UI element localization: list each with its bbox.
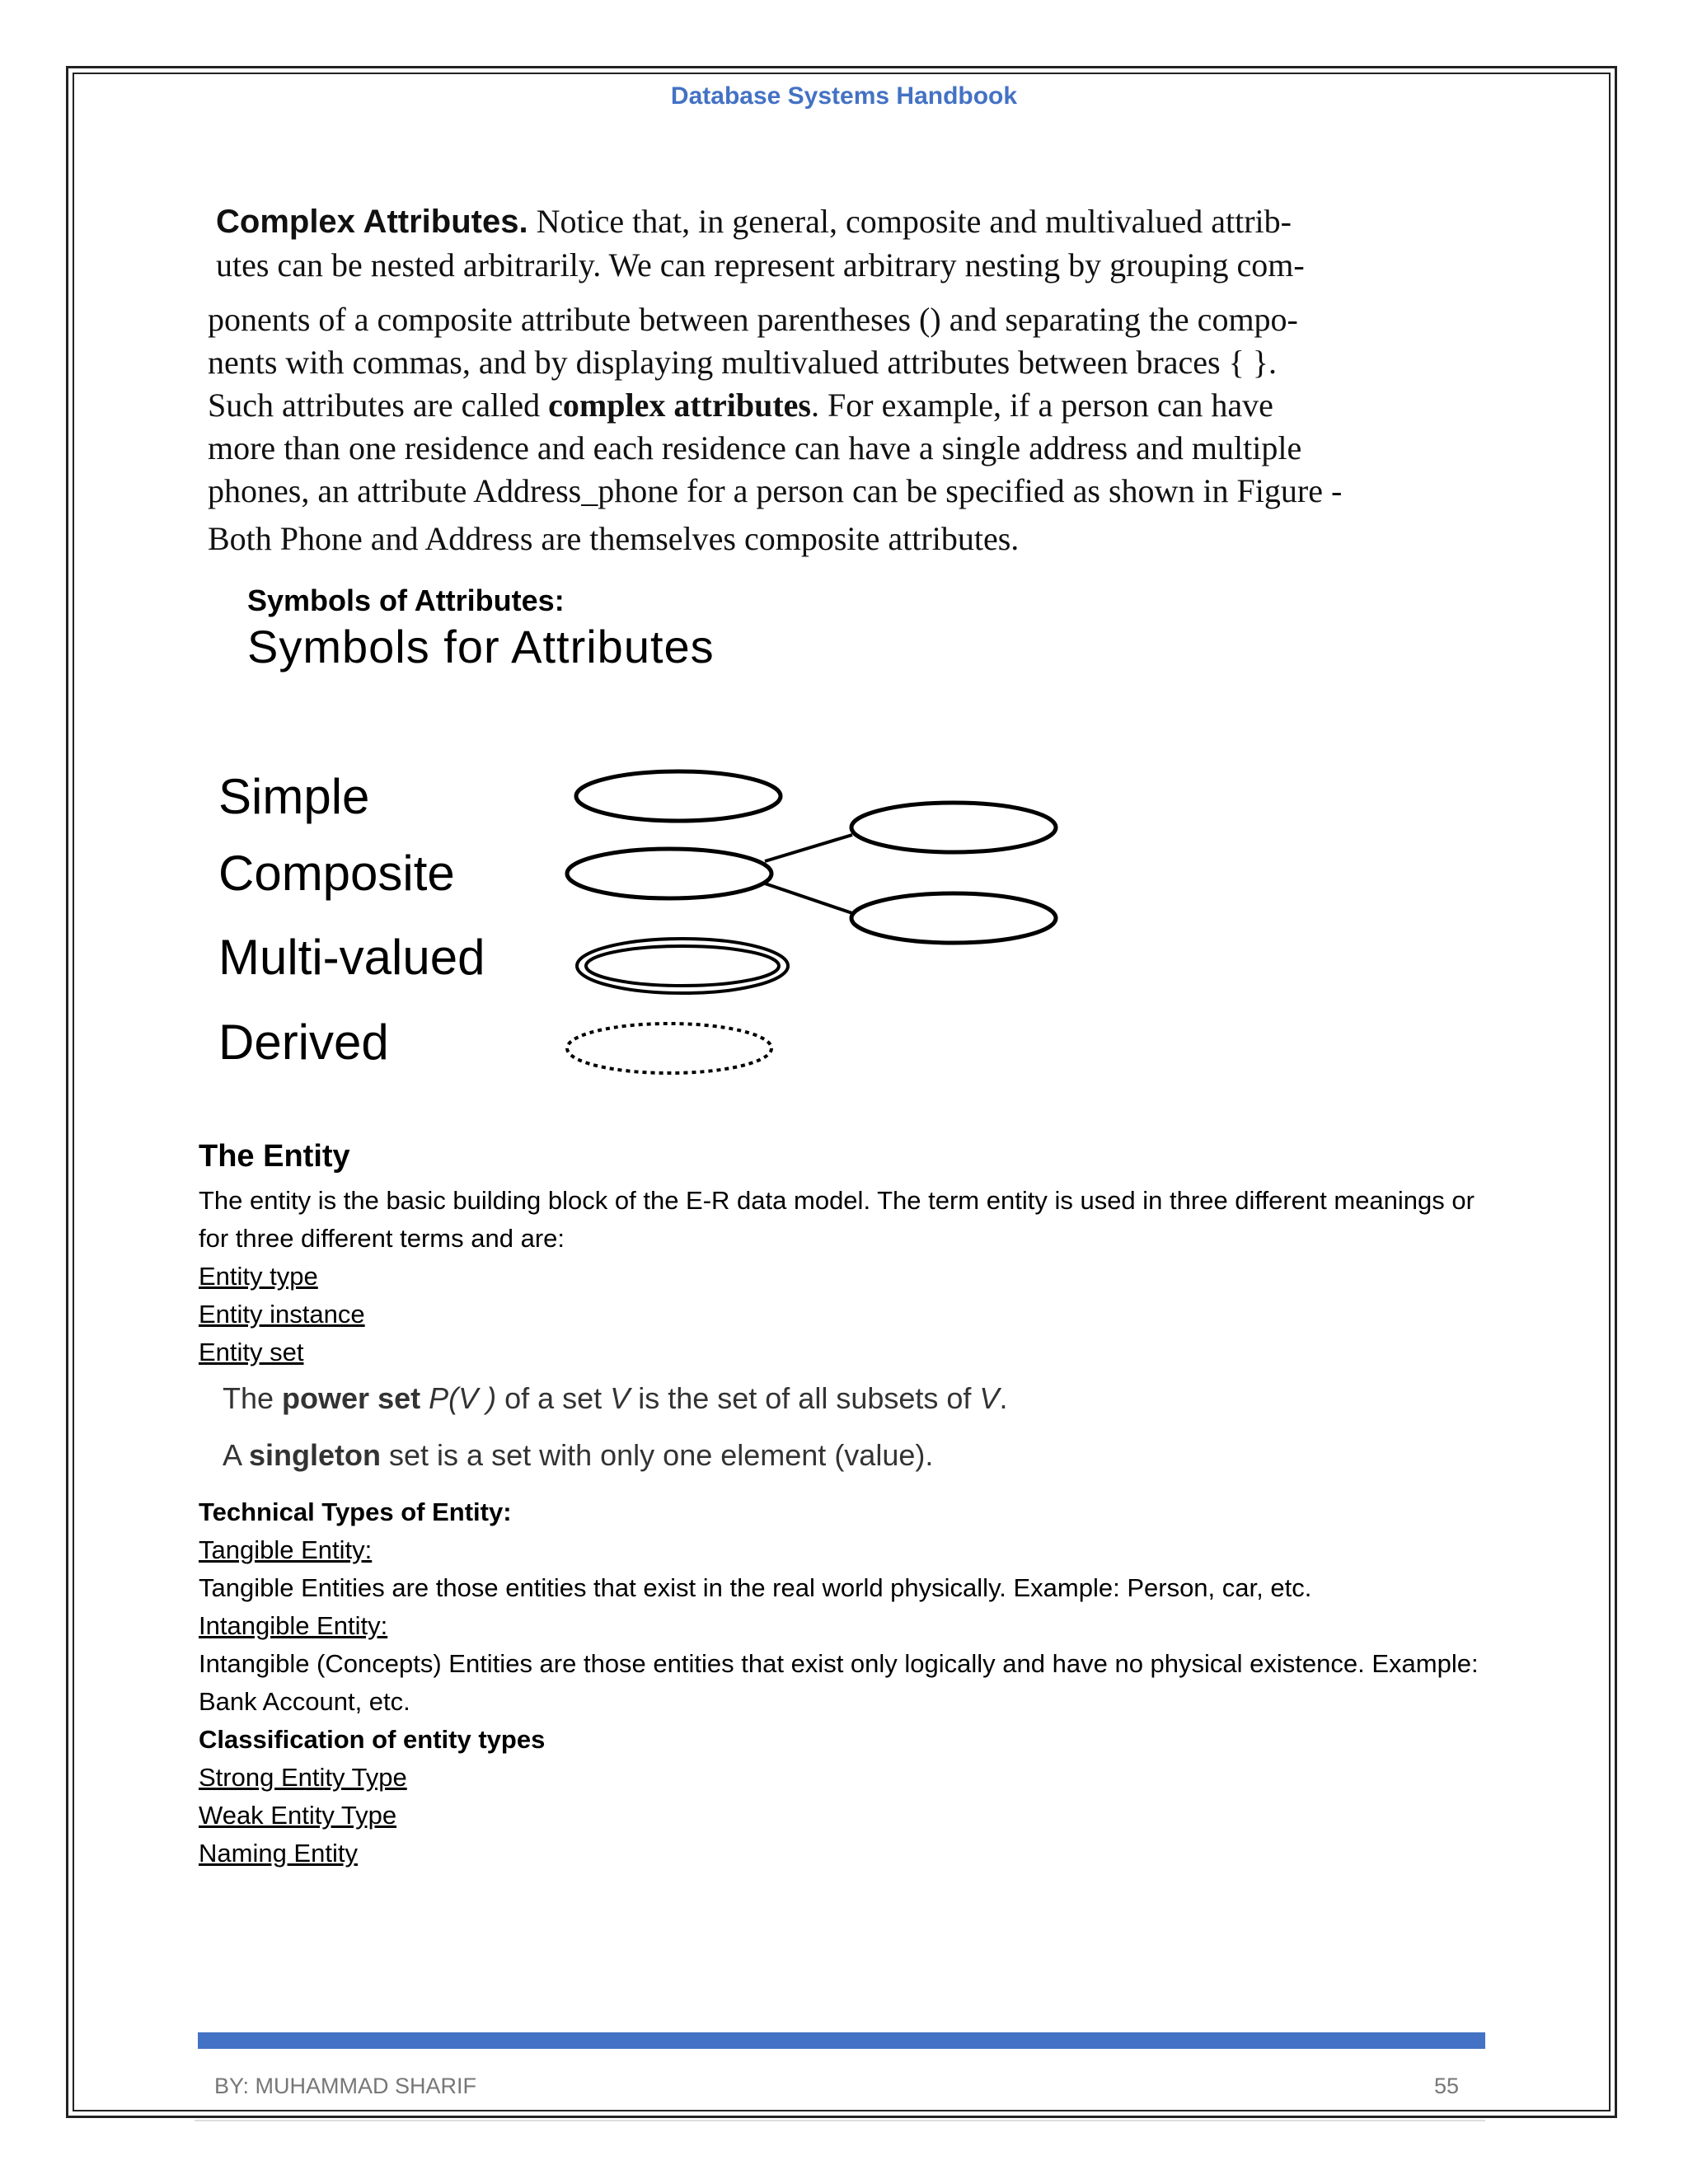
complex-attributes-line-7: phones, an attribute Address_phone for a person can be specified as shown in Figure - <box>208 472 1343 509</box>
label-simple: Simple <box>218 769 370 824</box>
tangible-entity-text: Tangible Entities are those entities that exist in the real world physically. Example: Person, car, etc. <box>199 1573 1312 1602</box>
line-5-post: . For example, if a person can have <box>811 387 1273 424</box>
complex-attributes-term: complex attributes <box>548 387 811 424</box>
singleton-post: set is a set with only one element (value). <box>381 1438 934 1472</box>
classification-naming: Naming Entity <box>199 1839 358 1868</box>
line-5-pre: Such attributes are called <box>208 387 549 424</box>
entity-term-set: Entity set <box>199 1338 304 1366</box>
footer-author: BY: MUHAMMAD SHARIF <box>214 2074 477 2098</box>
entity-term-instance: Entity instance <box>199 1300 365 1329</box>
power-set-end: . <box>999 1381 1008 1415</box>
power-set-symbol: P(V ) <box>420 1381 497 1415</box>
complex-attributes-line-3: ponents of a composite attribute between parentheses () and separating the compo- <box>208 301 1298 338</box>
intangible-entity-text-line-1: Intangible (Concepts) Entities are those entities that exist only logically and have no physical existence. Example: <box>199 1649 1479 1678</box>
header-title: Database Systems Handbook <box>670 82 1018 110</box>
entity-paragraph-line-1: The entity is the basic building block of the E-R data model. The term entity is used in three different meanings or <box>199 1186 1475 1215</box>
entity-heading: The Entity <box>199 1139 350 1174</box>
label-composite: Composite <box>218 846 455 901</box>
intangible-entity-text-line-2: Bank Account, etc. <box>199 1687 410 1716</box>
singleton-definition <box>223 1438 933 1473</box>
power-set-var: V <box>610 1381 631 1415</box>
complex-attributes-line-4: nents with commas, and by displaying multivalued attributes between braces { }. <box>208 344 1277 381</box>
label-multivalued: Multi-valued <box>218 930 485 985</box>
classification-strong: Strong Entity Type <box>199 1763 407 1792</box>
complex-attributes-line-6: more than one residence and each residence can have a single address and multiple <box>208 429 1302 466</box>
complex-attributes-line-1 <box>216 200 1292 243</box>
entity-paragraph-line-2: for three different terms and are: <box>199 1224 565 1253</box>
label-derived: Derived <box>218 1015 389 1070</box>
complex-attributes-line-5 <box>208 384 1273 427</box>
classification-weak: Weak Entity Type <box>199 1801 397 1830</box>
classification-heading: Classification of entity types <box>199 1725 546 1754</box>
bottom-divider <box>195 2120 1485 2121</box>
footer-page-number: 55 <box>1434 2074 1460 2098</box>
complex-attributes-line-2: utes can be nested arbitrarily. We can represent arbitrary nesting by grouping com- <box>216 246 1305 284</box>
footer-accent-bar <box>198 2032 1485 2049</box>
complex-attributes-line-8: Both Phone and Address are themselves composite attributes. <box>208 520 1020 557</box>
tangible-entity-label: Tangible Entity: <box>199 1535 373 1564</box>
singleton-pre: A <box>223 1438 250 1472</box>
complex-attributes-lead: Complex Attributes. <box>216 204 528 240</box>
power-set-definition <box>223 1381 1007 1416</box>
power-set-pre: The <box>223 1381 283 1415</box>
symbols-heading: Symbols of Attributes: <box>247 583 565 617</box>
technical-types-heading: Technical Types of Entity: <box>199 1497 512 1526</box>
entity-term-type: Entity type <box>199 1262 318 1291</box>
symbols-subtitle: Symbols for Attributes <box>247 621 715 673</box>
intangible-entity-label: Intangible Entity: <box>199 1611 388 1640</box>
power-set-term: power set <box>282 1381 421 1415</box>
singleton-term: singleton <box>249 1438 382 1472</box>
complex-attributes-line-1-text: Notice that, in general, composite and multivalued attrib- <box>528 203 1292 240</box>
power-set-post: is the set of all subsets of <box>630 1381 980 1415</box>
power-set-var-2: V <box>979 1381 1000 1415</box>
power-set-mid: of a set <box>496 1381 611 1415</box>
